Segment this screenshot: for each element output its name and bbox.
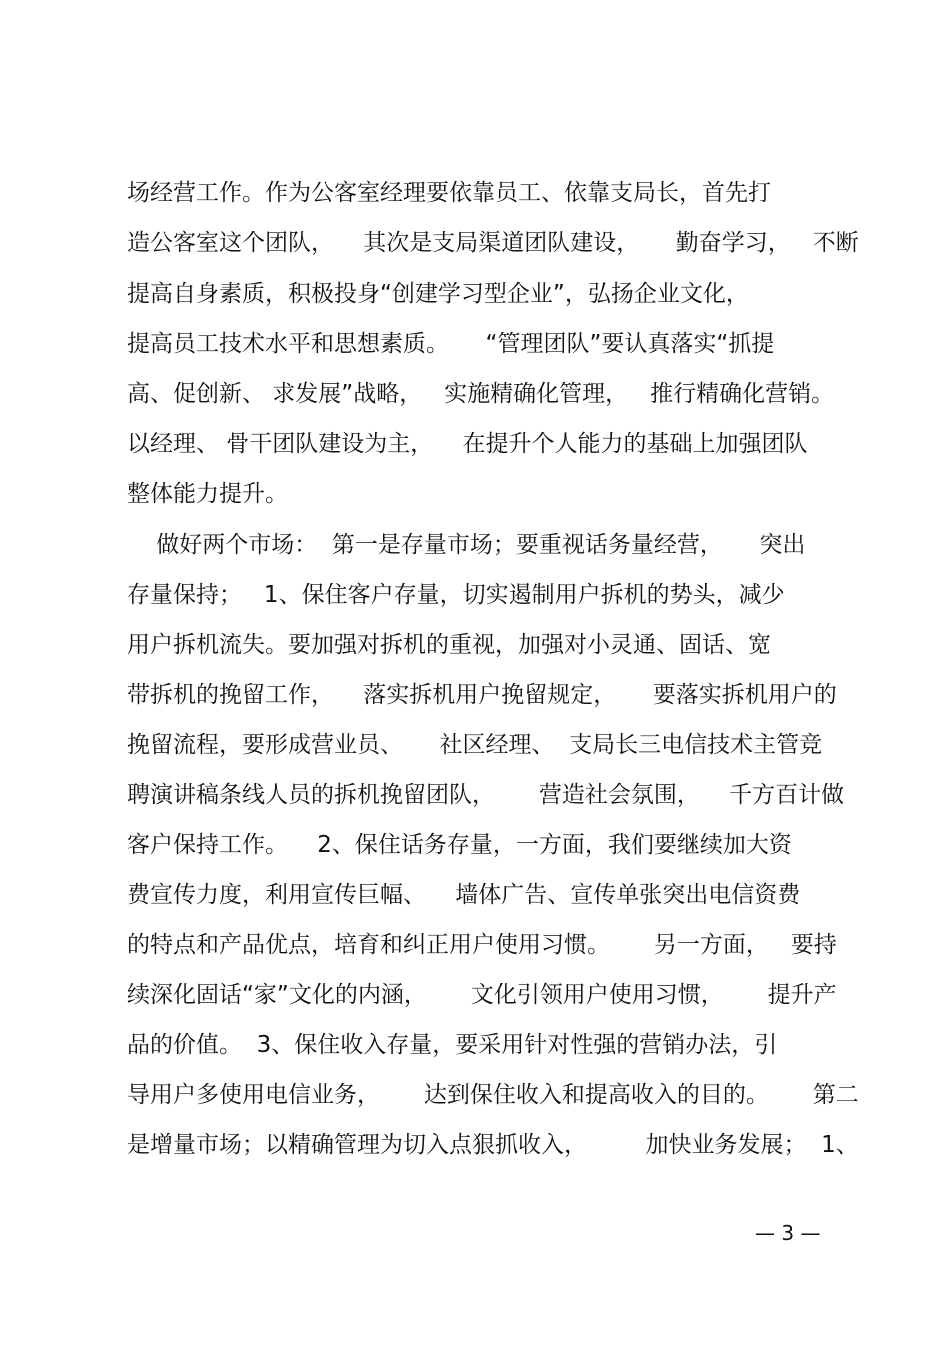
text-line: 带拆机的挽留工作， 落实拆机用户挽留规定， 要落实拆机用户的 [127, 682, 837, 708]
text-line: 以经理、 骨干团队建设为主， 在提升个人能力的基础上加强团队 [127, 431, 808, 457]
text-line: 整体能力提升。 [127, 481, 288, 507]
text-line: 存量保持； 1、保住客户存量，切实遏制用户拆机的势头，减少 [127, 582, 785, 608]
text-line: 的特点和产品优点，培育和纠正用户使用习惯。 另一方面， 要持 [127, 932, 837, 958]
text-line: 高、促创新、 求发展”战略， 实施精确化管理， 推行精确化营销。 [127, 381, 835, 407]
text-line: 是增量市场；以精确管理为切入点狠抓收入， 加快业务发展； 1、 [127, 1132, 859, 1158]
text-line: 用户拆机流失。要加强对拆机的重视，加强对小灵通、固话、宽 [127, 632, 771, 658]
page-number: — 3 — [755, 1221, 821, 1245]
text-line: 客户保持工作。 2、保住话务存量，一方面，我们要继续加大资 [127, 832, 792, 858]
text-line: 挽留流程，要形成营业员、 社区经理、 支局长三电信技术主管竞 [127, 732, 823, 758]
text-line: 品的价值。 3、保住收入存量，要采用针对性强的营销办法，引 [127, 1032, 778, 1058]
text-line: 做好两个市场： 第一是存量市场；要重视话务量经营， 突出 [127, 532, 806, 558]
text-line: 场经营工作。作为公客室经理要依靠员工、依靠支局长，首先打 [127, 180, 771, 206]
text-line: 聘演讲稿条线人员的拆机挽留团队， 营造社会氛围， 千方百计做 [127, 782, 845, 808]
text-line: 费宣传力度，利用宣传巨幅、 墙体广告、宣传单张突出电信资费 [127, 882, 801, 908]
text-line: 续深化固话“家”文化的内涵， 文化引领用户使用习惯， 提升产 [127, 982, 837, 1008]
text-line: 造公客室这个团队， 其次是支局渠道团队建设， 勤奋学习， 不断 [127, 230, 859, 256]
text-line: 导用户多使用电信业务， 达到保住收入和提高收入的目的。 第二 [127, 1082, 859, 1108]
text-line: 提高员工技术水平和思想素质。 “管理团队”要认真落实“抓提 [127, 331, 775, 357]
text-line: 提高自身素质，积极投身“创建学习型企业”，弘扬企业文化， [127, 281, 749, 307]
